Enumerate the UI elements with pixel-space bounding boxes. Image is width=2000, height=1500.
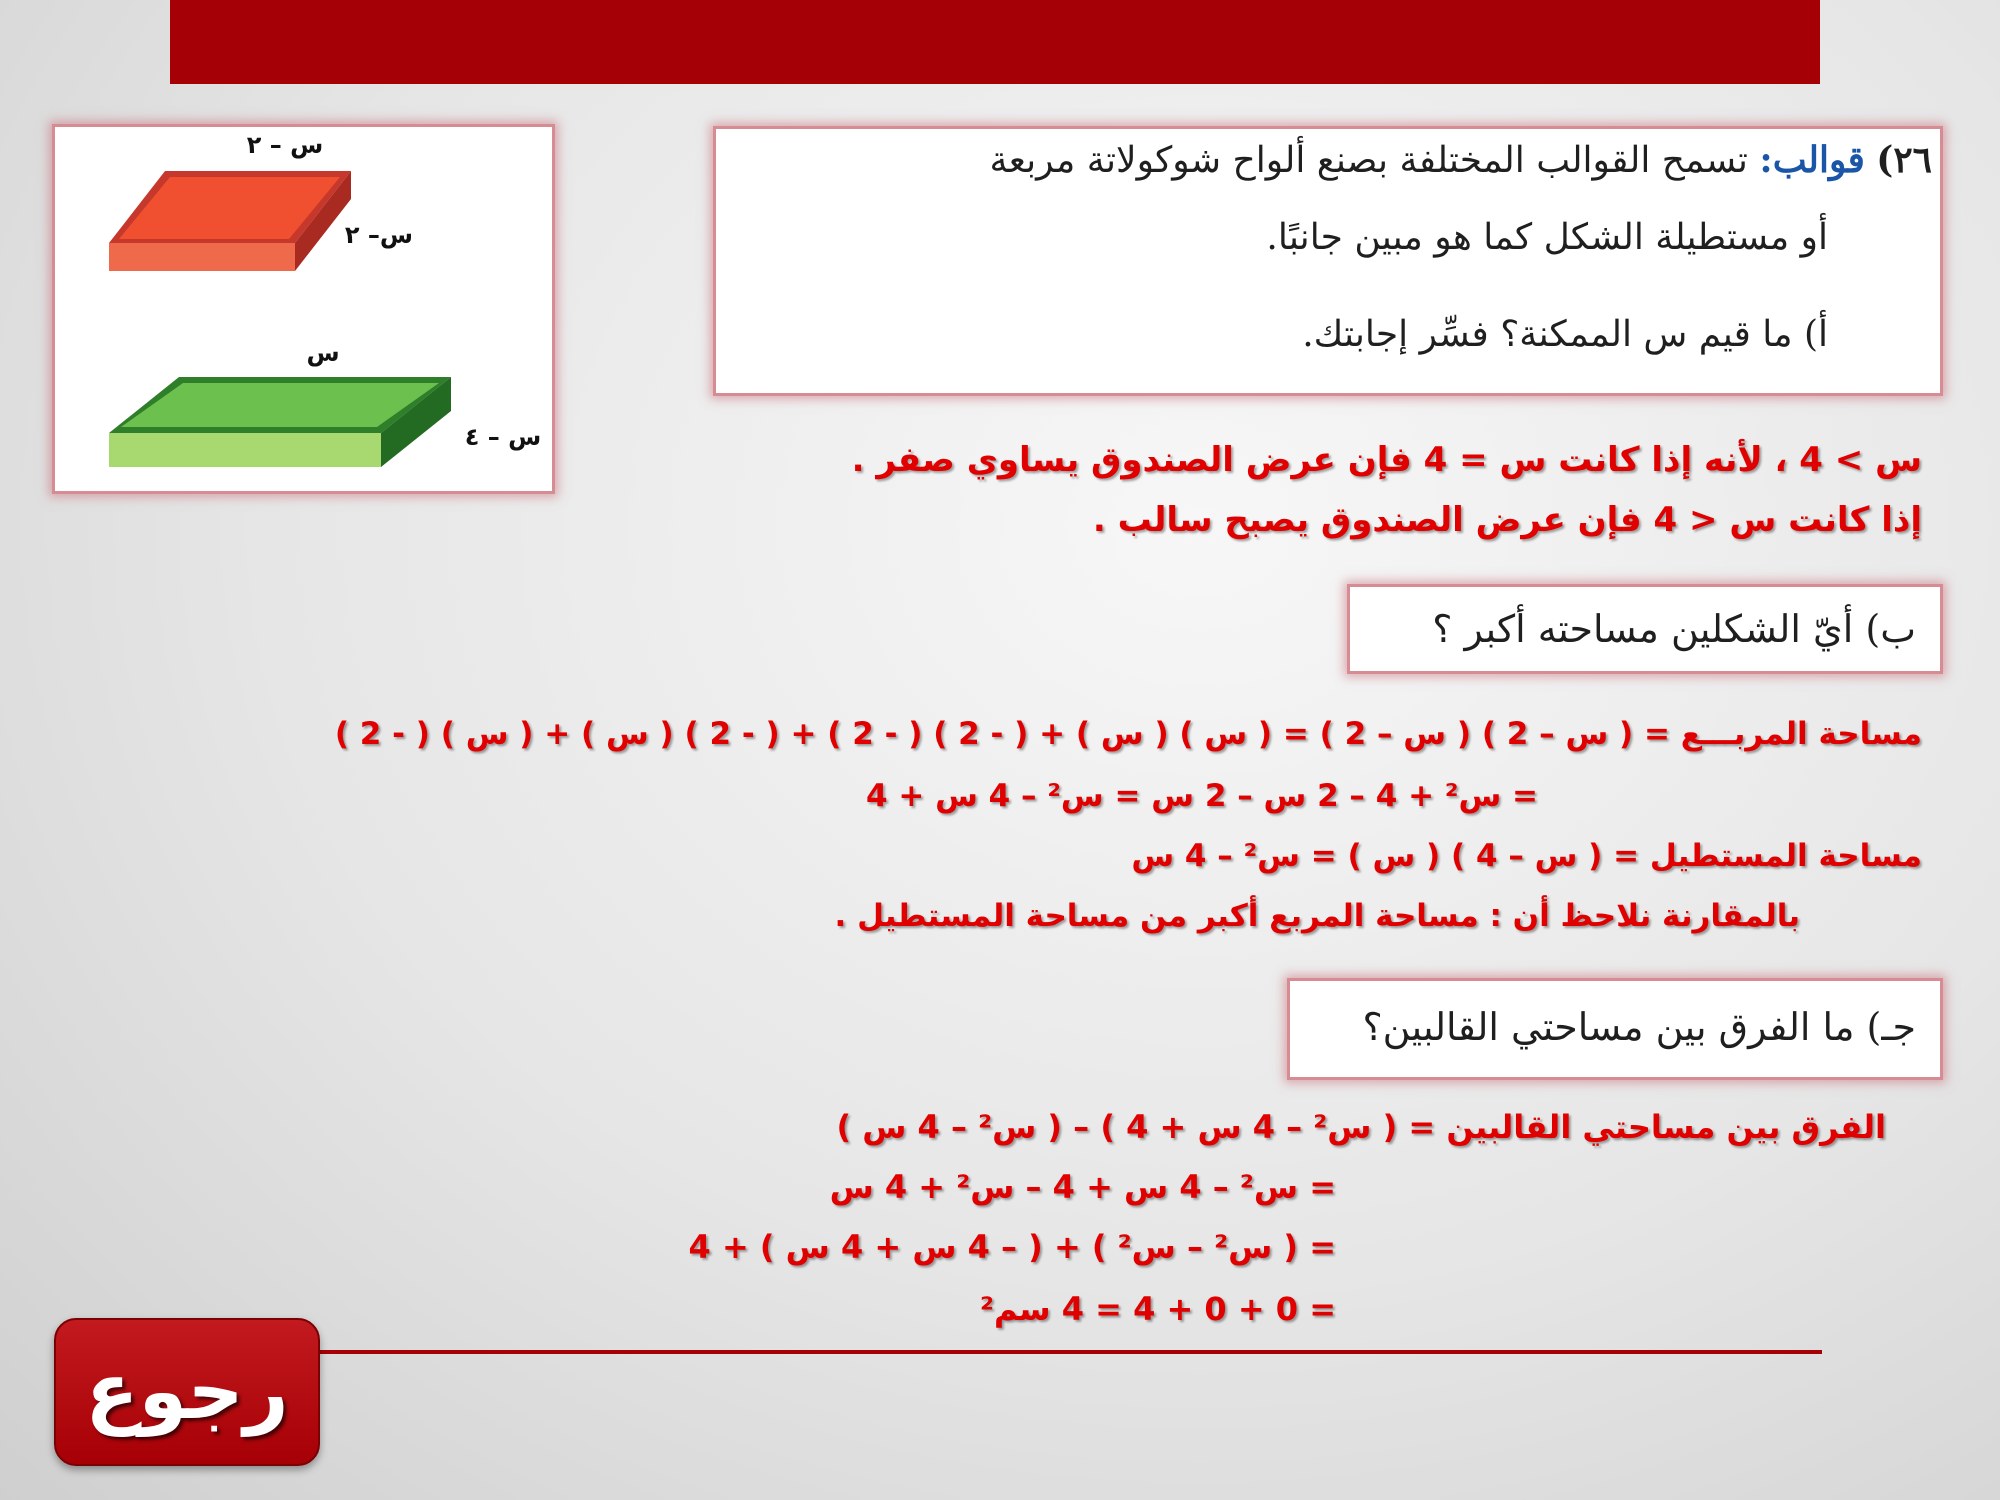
part-b-question: ب) أيّ الشكلين مساحته أكبر ؟ — [1432, 607, 1916, 651]
question-text-1: تسمح القوالب المختلفة بصنع ألواح شوكولاتة مربعة — [989, 140, 1748, 181]
answer-b-line-2: = س² + 4 – 2 س – 2 س = س² – 4 س + 4 — [865, 778, 1538, 814]
square-tray — [109, 171, 351, 271]
top-banner — [170, 0, 1820, 84]
question-line-1 — [989, 139, 1932, 181]
answer-c-line-4: = 0 + 0 + 4 = 4 سم² — [979, 1290, 1336, 1328]
trays-figure — [55, 127, 552, 491]
bottom-divider — [316, 1350, 1822, 1354]
rect-top-label: س — [306, 339, 340, 367]
answer-c-line-1: الفرق بين مساحتي القالبين = ( س² – 4 س + 4 ) – ( س² – 4 س ) — [836, 1108, 1886, 1146]
part-c-question: جـ) ما الفرق بين مساحتي القالبين؟ — [1362, 1005, 1916, 1049]
question-text-2: أو مستطيلة الشكل كما هو مبين جانبًا. — [1266, 217, 1828, 258]
answer-b-line-4: بالمقارنة نلاحظ أن : مساحة المربع أكبر من مساحة المستطيل . — [834, 898, 1800, 934]
part-c-panel — [1287, 978, 1943, 1080]
answer-c-line-3: = ( س² – س² ) + ( – 4 س + 4 س ) + 4 — [688, 1228, 1336, 1266]
question-keyword: قوالب: — [1759, 139, 1865, 181]
square-side-label: س– ٢ — [344, 221, 414, 249]
part-a-question: أ) ما قيم س الممكنة؟ فسِّر إجابتك. — [1302, 314, 1828, 355]
part-b-panel — [1347, 584, 1943, 674]
answer-b-line-1: مساحة المربـــع = ( س – 2 ) ( س – 2 ) = ( س ) ( س ) + ( - 2 ) ( - 2 ) + ( - 2 ) ( س ) + ( س ) ( - 2 ) — [334, 716, 1922, 752]
figure-panel — [52, 124, 555, 494]
back-button-label: رجوع — [85, 1347, 289, 1437]
answer-a-line-2: إذا كانت س < 4 فإن عرض الصندوق يصبح سالب . — [1092, 500, 1922, 540]
back-button[interactable] — [54, 1318, 320, 1466]
answer-b-line-3: مساحة المستطيل = ( س – 4 ) ( س ) = س² – 4 س — [1131, 838, 1922, 874]
answer-c-line-2: = س² – 4 س + 4 – س² + 4 س — [829, 1168, 1336, 1206]
answer-a-line-1: س > 4 ، لأنه إذا كانت س = 4 فإن عرض الصندوق يساوي صفر . — [851, 440, 1922, 480]
rect-tray — [109, 377, 451, 467]
question-number: ٢٦) — [1876, 139, 1932, 181]
rect-side-label: س – ٤ — [464, 423, 542, 451]
square-top-label: س – ٢ — [246, 131, 324, 159]
question-26-panel — [713, 126, 1943, 396]
